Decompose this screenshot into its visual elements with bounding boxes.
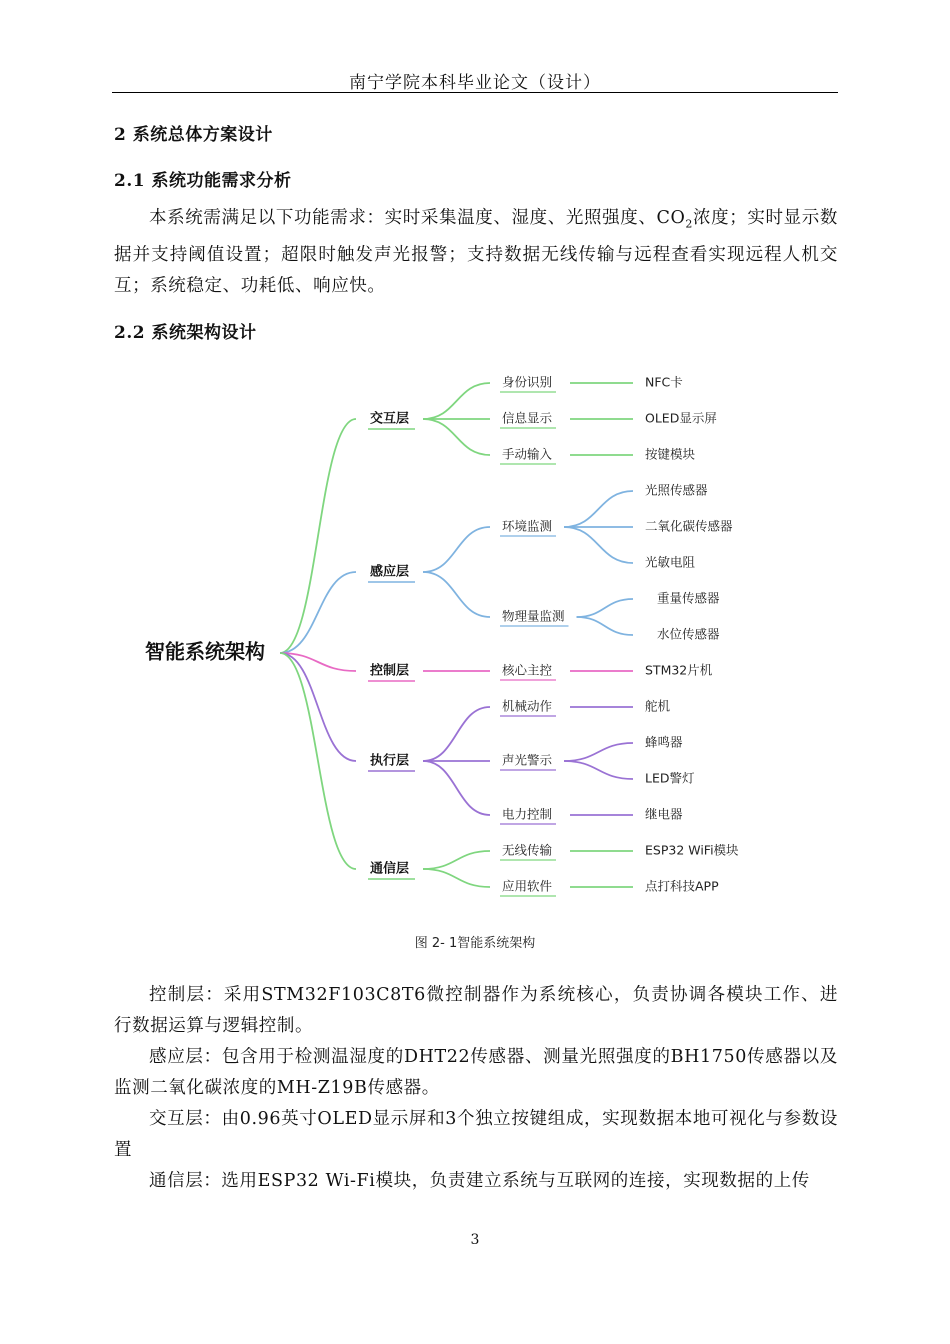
layer-connector: [280, 419, 356, 653]
header-rule: [112, 92, 838, 93]
leaf-node-label: 二氧化碳传感器: [645, 518, 733, 534]
category-connector: [423, 761, 490, 815]
layer-node-label: 控制层: [370, 663, 410, 679]
layer-node-label: 感应层: [370, 564, 410, 580]
section-heading-2-1: 2.1 系统功能需求分析: [114, 171, 292, 191]
leaf-node-label: LED警灯: [645, 770, 695, 786]
category-connector: [423, 527, 490, 572]
leaf-node-label: OLED显示屏: [645, 410, 717, 426]
category-connector: [423, 572, 490, 617]
para1-text-a: 本系统需满足以下功能需求：实时采集温度、湿度、光照强度、CO: [149, 208, 686, 228]
layer-node-label: 执行层: [370, 753, 410, 769]
para1-subscript: 2: [685, 217, 693, 231]
category-node-label: 身份识别: [502, 374, 553, 390]
paragraph-sensing-layer: 感应层：包含用于检测温湿度的DHT22传感器、测量光照强度的BH1750传感器以及监测二氧化碳浓度的MH-Z19B传感器。: [114, 1047, 838, 1098]
leaf-connector: [577, 617, 634, 635]
paragraph-control-layer: 控制层：采用STM32F103C8T6微控制器作为系统核心，负责协调各模块工作、进行数据运算与逻辑控制。: [114, 985, 838, 1036]
leaf-node-label: 点打科技APP: [645, 878, 719, 894]
layer-node-label: 交互层: [370, 411, 410, 427]
leaf-connector: [564, 761, 633, 779]
category-connector: [423, 707, 490, 761]
leaf-node-label: 蜂鸣器: [645, 734, 683, 750]
layer-connector: [280, 653, 356, 869]
leaf-connector: [564, 527, 633, 563]
category-node-label: 环境监测: [502, 518, 553, 534]
para1-text-b: 浓度；实时显示数据并支持阈值设置；超限时触发声光报警；支持数据无线传输与远程查看实现远程人机交互；系统稳定、功耗低、响应快。: [114, 208, 838, 296]
figure-caption: 图 2- 1智能系统架构: [414, 936, 536, 951]
category-node-label: 声光警示: [502, 752, 553, 768]
category-node-label: 机械动作: [502, 698, 553, 714]
requirements-paragraph: [114, 203, 838, 302]
layer-node-label: 通信层: [370, 861, 410, 877]
category-node-label: 电力控制: [502, 806, 553, 822]
section-heading-2: 2 系统总体方案设计: [114, 125, 273, 145]
architecture-mindmap: [130, 362, 820, 907]
category-node-label: 应用软件: [502, 878, 553, 894]
layer-connector: [280, 653, 356, 761]
section-heading-2-2: 2.2 系统架构设计: [114, 323, 257, 343]
category-node-label: 手动输入: [502, 446, 553, 462]
leaf-node-label: 重量传感器: [657, 590, 720, 606]
category-node-label: 核心主控: [502, 662, 553, 678]
leaf-node-label: 按键模块: [645, 446, 696, 462]
leaf-connector: [564, 743, 633, 761]
category-node-label: 物理量监测: [502, 608, 565, 624]
paragraph-communication-layer: 通信层：选用ESP32 Wi-Fi模块，负责建立系统与互联网的连接，实现数据的上传: [149, 1171, 810, 1191]
category-node-label: 无线传输: [502, 842, 553, 858]
category-connector: [423, 869, 490, 887]
layer-connector: [280, 572, 356, 653]
running-header: 南宁学院本科毕业论文（设计）: [349, 73, 601, 93]
category-connector: [423, 851, 490, 869]
leaf-node-label: 继电器: [645, 806, 683, 822]
category-connector: [423, 419, 490, 455]
leaf-connector: [577, 599, 634, 617]
category-node-label: 信息显示: [502, 410, 553, 426]
leaf-node-label: 光敏电阻: [645, 554, 696, 570]
category-connector: [423, 383, 490, 419]
paragraph-interaction-layer: 交互层：由0.96英寸OLED显示屏和3个独立按键组成，实现数据本地可视化与参数设置: [114, 1109, 838, 1160]
page-number: 3: [470, 1232, 480, 1248]
leaf-node-label: 光照传感器: [645, 482, 708, 498]
leaf-node-label: NFC卡: [645, 374, 683, 390]
leaf-node-label: 水位传感器: [657, 626, 720, 642]
root-node-label: 智能系统架构: [145, 639, 265, 664]
leaf-connector: [564, 491, 633, 527]
leaf-node-label: 舵机: [645, 698, 671, 714]
leaf-node-label: ESP32 WiFi模块: [645, 842, 739, 858]
leaf-node-label: STM32片机: [645, 662, 713, 678]
